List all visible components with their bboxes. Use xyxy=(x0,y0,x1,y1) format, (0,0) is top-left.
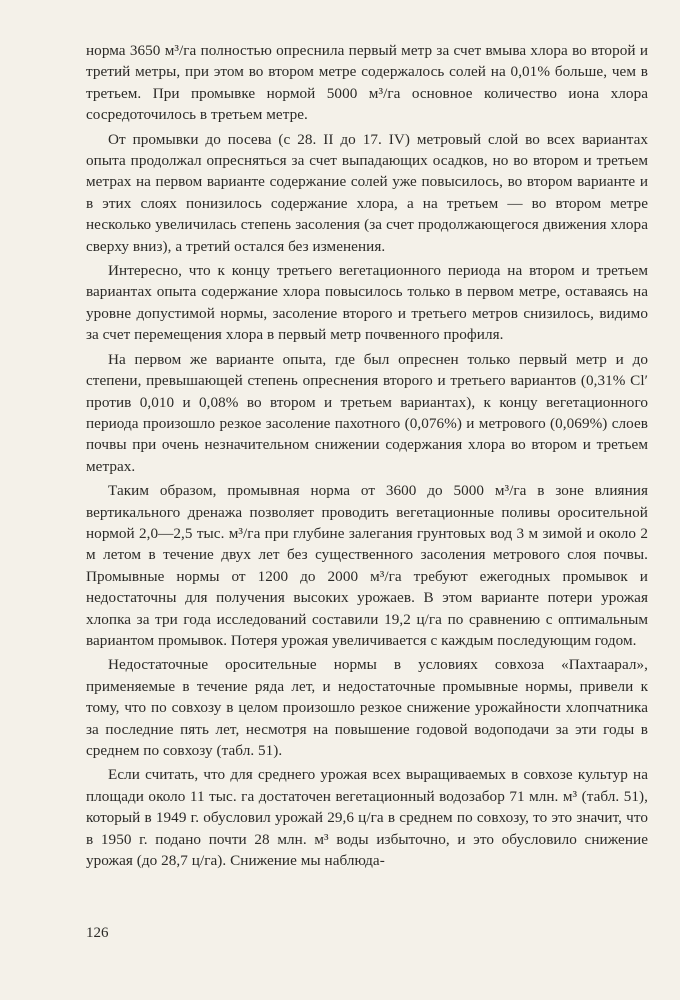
paragraph-5: Таким образом, промывная норма от 3600 до 5000 м³/га в зоне влияния вертикального дренажа позволяет проводить вегетационные поливы оросительной нормой 2,0—2,5 тыс. м³/га при глубине залегания грунтовых вод 3 м зимой и около 2 м летом в течение двух лет без существенного засоления метрового слоя почвы. Промывные нормы от 1200 до 2000 м³/га требуют ежегодных промывок и недостаточны для получения высоких урожаев. В этом варианте потери урожая хлопка за три года исследований составили 19,2 ц/га по сравнению с оптимальным вариантом промывок. Потеря урожая увеличивается с каждым последующим годом. xyxy=(86,482,648,649)
paragraph-2: От промывки до посева (с 28. II до 17. IV) метровый слой во всех вариантах опыта продолжал опресняться за счет выпадающих осадков, но во втором и третьем метрах на первом варианте содержание солей уже повысилось, во втором варианте и в этих слоях понизилось содержание хлора, а на третьем — во втором метре несколько увеличилась степень засоления (за счет продолжающегося движения хлора сверху вниз), а третий остался без изменения. xyxy=(86,130,648,255)
body-text xyxy=(86,40,648,871)
page-number: 126 xyxy=(86,925,109,941)
paragraph-1: норма 3650 м³/га полностью опреснила первый метр за счет вмыва хлора во второй и третий метры, при этом во втором метре содержалось солей на 0,01% больше, чем в третьем. При промывке нормой 5000 м³/га основное количество иона хлора сосредоточилось в третьем метре. xyxy=(86,42,648,124)
paragraph-4: На первом же варианте опыта, где был опреснен только первый метр и до степени, превышающей степень опреснения второго и третьего вариантов (0,31% Cl′ против 0,010 и 0,08% во втором и третьем вариантах), к концу вегетационного периода произошло резкое засоление пахотного (0,076%) и метрового (0,069%) слоев почвы при очень незначительном снижении содержания хлора во втором и третьем метрах. xyxy=(86,350,648,475)
paragraph-7: Если считать, что для среднего урожая всех выращиваемых в совхозе культур на площади около 11 тыс. га достаточен вегетационный водозабор 71 млн. м³ (табл. 51), который в 1949 г. обусловил урожай 29,6 ц/га в среднем по совхозу, то это значит, что в 1950 г. подано почти 28 млн. м³ воды избыточно, и это обусловило снижение урожая (до 28,7 ц/га). Снижение мы наблюда- xyxy=(86,766,648,870)
paragraph-6: Недостаточные оросительные нормы в условиях совхоза «Пахтаарал», применяемые в течение ряда лет, и недостаточные промывные нормы, привели к тому, что по совхозу в целом произошло резкое снижение урожайности хлопчатника за последние пять лет, несмотря на повышение годовой водоподачи за эти годы в среднем по совхозу (табл. 51). xyxy=(86,656,648,759)
paragraph-3: Интересно, что к концу третьего вегетационного периода на втором и третьем вариантах опыта содержание хлора повысилось только в первом метре, оставаясь на уровне допустимой нормы, засоление второго и третьего метров снизилось, видимо за счет перемещения хлора в первый метр почвенного профиля. xyxy=(86,262,648,344)
